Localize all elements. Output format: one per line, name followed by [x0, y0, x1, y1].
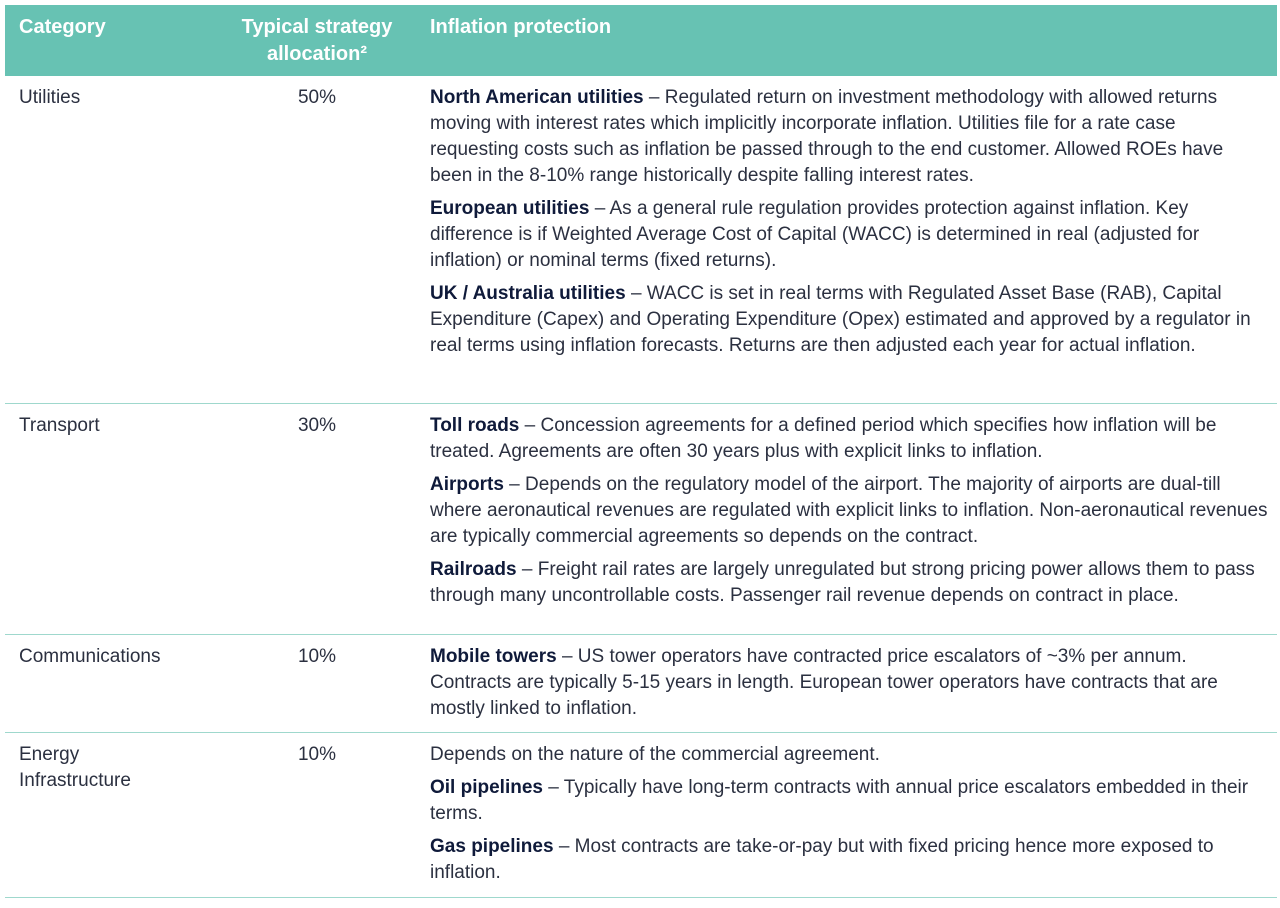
item-text: – Freight rail rates are largely unregulated but strong pricing power allows them to pass through many uncontrollable costs. Passenger rail revenue depends on contract in place. — [430, 559, 1255, 606]
item-text: – Concession agreements for a defined period which specifies how inflation will be treated. Agreements are often 30 years plus with explicit links to inflation. — [430, 415, 1217, 462]
table-row-communications — [5, 635, 1277, 733]
row-protection — [429, 76, 1277, 403]
item-text: Depends on the nature of the commercial agreement. — [430, 744, 880, 765]
item-title: Airports — [430, 474, 504, 495]
protection-item — [430, 644, 1269, 722]
protection-item — [430, 557, 1269, 609]
item-text: – Regulated return on investment methodology with allowed returns moving with interest rates which implicitly incorporate inflation. Utilities file for a rate case requesting costs such as inflation be passed through to the end customer. Allowed ROEs have been in the 8-10% range historically despite falling interest rates. — [430, 87, 1224, 186]
protection-item — [430, 472, 1269, 550]
item-title: North American utilities — [430, 87, 644, 108]
row-category: Transport — [19, 415, 100, 436]
item-title: Railroads — [430, 559, 517, 580]
item-title: European utilities — [430, 198, 590, 219]
protection-item — [430, 834, 1269, 886]
table-header — [5, 5, 1277, 76]
item-title: Oil pipelines — [430, 777, 543, 798]
row-allocation: 10% — [297, 744, 337, 765]
table-row-energy-infrastructure — [5, 733, 1277, 898]
header-allocation — [209, 14, 429, 76]
row-protection — [429, 635, 1277, 732]
row-category: Energy Infrastructure — [19, 744, 131, 791]
row-allocation: 10% — [297, 646, 337, 667]
row-allocation: 50% — [297, 87, 337, 108]
row-category: Utilities — [19, 87, 81, 108]
header-protection: Inflation protection — [430, 16, 612, 38]
item-text: – US tower operators have contracted price escalators of ~3% per annum. Contracts are typically 5-15 years in length. European tower operators have contracts that are mostly linked to inflation. — [430, 646, 1218, 719]
protection-item — [430, 775, 1269, 827]
protection-item — [430, 413, 1269, 465]
item-text: – As a general rule regulation provides protection against inflation. Key difference is if Weighted Average Cost of Capital (WACC) is determined in real (adjusted for inflation) or nominal terms (fixed returns). — [430, 198, 1200, 271]
protection-item — [430, 85, 1269, 189]
item-title: UK / Australia utilities — [430, 283, 626, 304]
table-row-transport — [5, 404, 1277, 635]
row-protection — [429, 733, 1277, 897]
header-allocation-line1: Typical strategy — [241, 16, 393, 38]
item-text: – Most contracts are take-or-pay but with fixed pricing hence more exposed to inflation. — [430, 836, 1214, 883]
table-row-utilities — [5, 76, 1277, 404]
item-title: Gas pipelines — [430, 836, 554, 857]
infrastructure-inflation-table — [5, 5, 1277, 898]
item-title: Toll roads — [430, 415, 520, 436]
protection-item — [430, 281, 1269, 359]
header-category: Category — [19, 16, 106, 38]
item-text: – WACC is set in real terms with Regulated Asset Base (RAB), Capital Expenditure (Capex) and Operating Expenditure (Opex) estimated and approved by a regulator in real terms using inflation forecasts. Returns are then adjusted each year for actual inflation. — [430, 283, 1251, 356]
protection-item — [430, 196, 1269, 274]
item-text: – Depends on the regulatory model of the airport. The majority of airports are dual-till where aeronautical revenues are regulated with explicit links to inflation. Non-aeronautical revenues are typically commercial agreements so depends on the contract. — [430, 474, 1268, 547]
item-text: – Typically have long-term contracts with annual price escalators embedded in their terms. — [430, 777, 1249, 824]
protection-item — [430, 742, 1269, 768]
header-allocation-line2: allocation² — [266, 43, 367, 65]
row-allocation: 30% — [297, 415, 337, 436]
item-title: Mobile towers — [430, 646, 557, 667]
row-protection — [429, 404, 1277, 634]
row-category: Communications — [19, 646, 161, 667]
